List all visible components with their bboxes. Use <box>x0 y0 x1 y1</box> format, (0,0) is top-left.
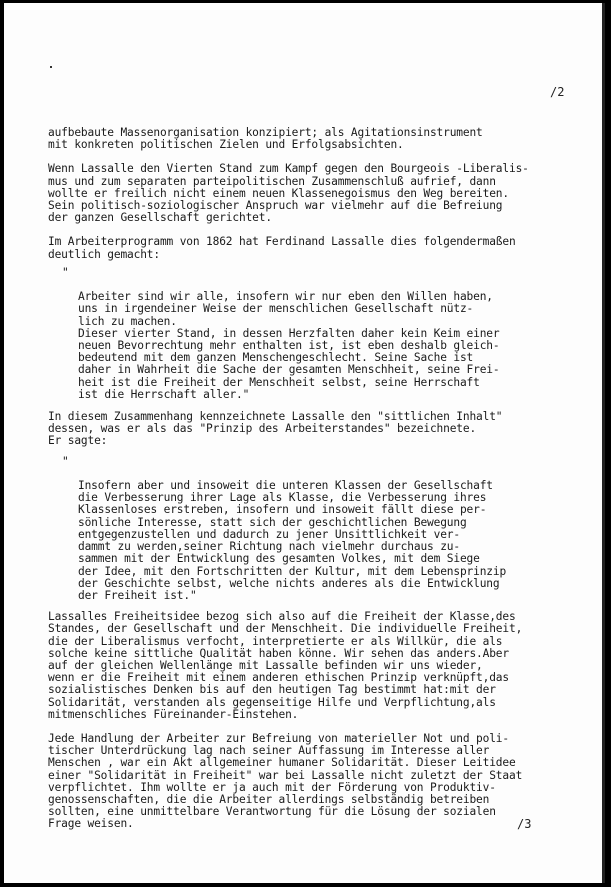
document-page <box>4 3 605 883</box>
page-marker-bottom: /3 <box>517 817 532 831</box>
page-marker-top: /2 <box>550 85 565 99</box>
paragraph: Jede Handlung der Arbeiter zur Befreiung von materieller Not und poli- tischer Unterdrückung lag nach seiner Auffassung im Interesse aller Menschen , war ein Akt allgemeiner humaner Solidarität. Dieser Leitidee einer "Solidarität in Freiheit" war bei Lassalle nicht zuletzt der Staat verpflichtet. Ihm wollte er ja auch mit der Förderung von Produktiv- genossenschaften, die die Arbeiter allerdings selbständig betreiben sollten, eine unmittelbare Verantwortung für die Lösung der sozialen Frage weisen. <box>48 731 523 831</box>
quote-text: Insofern aber und insoweit die unteren Klassen der Gesellschaft die Verbesserung ihrer Lage als Klasse, die Verbesserung ihres Klassenloses erstreben, insofern und insoweit fällt diese per- sönliche Interesse, statt sich der geschichtlichen Bewegung entgegenzustellen und dadurch zu jener Unsittlichkeit ver- dammt zu werden,seiner Richtung nach vielmehr durchaus zu- sammen mit der Entwicklung des gesamten Volkes, mit dem Siege der Idee, mit den Fortschritten der Kultur, mit dem Lebensprinzip der Geschichte selbst, welche nichts anderes als die Entwicklung der Freiheit ist." <box>78 479 507 602</box>
paragraph: Lassalles Freiheitsidee bezog sich also auf die Freiheit der Klasse,des Standes, der Gesellschaft und der Menschheit. Die individuelle Freiheit, die der Liberalismus verfocht, interpretierte er als Willkür, die als solche keine sittliche Qualität haben könne. Wir sehen das anders.Aber auf der gleichen Wellenlänge mit Lassalle befinden wir uns wieder, wenn er die Freiheit mit einem anderen ethischen Prinzip verknüpft,das sozialistisches Denken bis auf den heutigen Tag bestimmt hat:mit der Solidarität, verstanden als gegenseitige Hilfe und Verpflichtung,als mitmenschliches Füreinander-Einstehen. <box>48 610 523 721</box>
quote-block <box>48 267 588 401</box>
paragraph: aufbebaute Massenorganisation konzipiert; als Agitationsinstrument mit konkreten politischen Zielen und Erfolgsabsichten. <box>48 126 483 152</box>
paragraph: Im Arbeiterprogramm von 1862 hat Ferdinand Lassalle dies folgendermaßen deutlich gemacht: <box>48 235 516 261</box>
paragraph: Wenn Lassalle den Vierten Stand zum Kampf gegen den Bourgeois -Liberalis- mus und zum separaten parteipolitischen Zusammenschluß aufrief, dann wollte er freilich nicht einem neuen Klassenegoismus den Weg bereiten. Sein politisch-soziologischer Anspruch war vielmehr auf die Befreiung der ganzen Gesellschaft gerichtet. <box>48 162 529 225</box>
quote-text: Arbeiter sind wir alle, insofern wir nur eben den Willen haben, uns in irgendeiner Weise der menschlichen Gesellschaft nütz- lich zu machen. Dieser vierter Stand, in dessen Herzfalten daher kein Keim einer neuen Bevorrechtung mehr enthalten ist, ist eben deshalb gleich- bedeutend mit dem ganzen Menschengeschlecht. Seine Sache ist daher in Wahrheit die Sache der gesamten Menschheit, seine Frei- heit ist die Freiheit der Menschheit selbst, seine Herrschaft ist die Herrschaft aller." <box>78 290 500 401</box>
paragraph: In diesem Zusammenhang kennzeichnete Lassalle den "sittlichen Inhalt" dessen, was er als das "Prinzip des Arbeiterstandes" bezeichnete. Er sagte: <box>48 410 503 448</box>
scan-speck <box>50 66 52 68</box>
document-body <box>48 127 588 843</box>
quote-block <box>48 456 588 602</box>
quote-open-mark: " <box>62 265 69 279</box>
quote-open-mark: " <box>62 454 69 468</box>
